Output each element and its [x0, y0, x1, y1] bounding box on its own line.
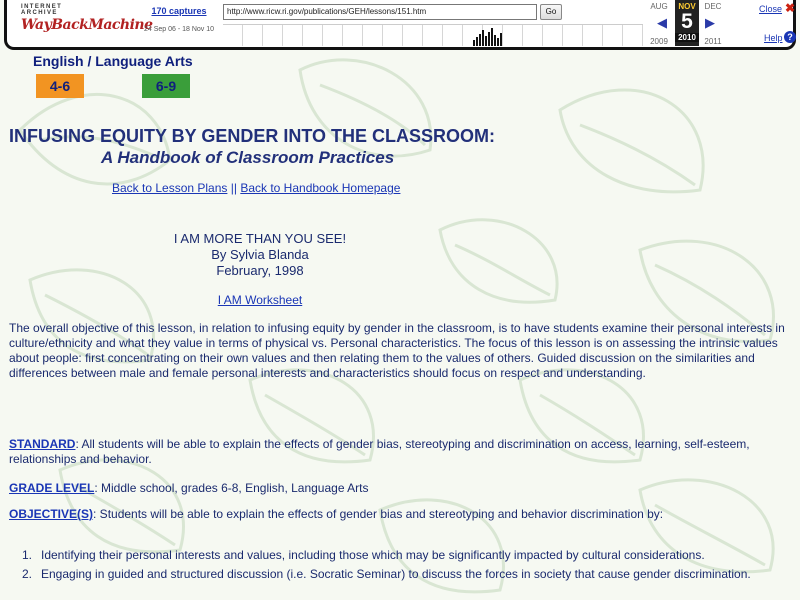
objectives-link[interactable]: OBJECTIVE(S) — [9, 507, 94, 521]
list-item-number: 1. — [22, 548, 33, 562]
standard-link[interactable]: STANDARD — [9, 437, 76, 451]
subject-heading: English / Language Arts — [33, 53, 193, 69]
standard-text: : All students will be able to explain the effects of gender bias, stereotyping and discrimination on access, learning, self-esteem, relationships and behavior. — [9, 437, 750, 466]
grade-4-6-button[interactable]: 4-6 — [36, 74, 84, 98]
logo-wayback-text: WayBackMachine — [21, 17, 153, 33]
prev-year-label[interactable]: 2009 — [650, 37, 668, 46]
objectives-paragraph — [9, 507, 789, 522]
page-subtitle: A Handbook of Classroom Practices — [101, 148, 395, 167]
current-capture-date — [675, 0, 699, 46]
standard-paragraph — [9, 437, 789, 467]
objectives-text: : Students will be able to explain the effects of gender bias and stereotyping and behavior discrimination by: — [93, 507, 664, 521]
nav-separator: || — [230, 181, 237, 195]
captures-range: 24 Sep 06 - 18 Nov 10 — [143, 26, 215, 33]
prev-month-label[interactable]: AUG — [650, 2, 668, 11]
prev-capture-arrow-icon[interactable]: ◀ — [657, 15, 667, 30]
close-link[interactable]: Close — [759, 4, 783, 14]
lesson-author: By Sylvia Blanda — [211, 247, 309, 262]
close-icon[interactable]: ✖ — [785, 1, 796, 15]
page-content — [0, 50, 800, 600]
help-icon[interactable]: ? — [784, 31, 796, 43]
capture-sparkline — [473, 28, 503, 46]
logo-internet-archive-text: INTERNET ARCHIVE — [21, 4, 63, 16]
lesson-date: February, 1998 — [216, 263, 304, 278]
objectives-list — [9, 548, 789, 586]
back-to-handbook-link[interactable]: Back to Handbook Homepage — [240, 181, 401, 195]
next-capture-arrow-icon[interactable]: ▶ — [705, 15, 715, 30]
grade-level-link[interactable]: GRADE LEVEL — [9, 481, 95, 495]
wayback-toolbar — [4, 0, 796, 50]
list-item-text: Identifying their personal interests and values, including those which may be significantly impacted by cultural considerations. — [41, 548, 705, 562]
current-year: 2010 — [675, 33, 699, 42]
worksheet-link-wrap — [110, 293, 410, 307]
nav-links — [112, 181, 400, 195]
grade-level-text: : Middle school, grades 6-8, English, Language Arts — [94, 481, 369, 495]
list-item-number: 2. — [22, 567, 33, 581]
go-button[interactable]: Go — [540, 4, 562, 20]
list-item-text: Engaging in guided and structured discussion (i.e. Socratic Seminar) to discuss the forces in society that cause gender discrimination. — [41, 567, 751, 581]
overview-paragraph: The overall objective of this lesson, in relation to infusing equity by gender in the classroom, is to have students examine their personal interests in culture/ethnicity and what they value in terms of physical vs. Personal characteristics. The focus of this lesson is on assessing the intrinsic values about people: first concentrating on their own values and then relating them to the values of others. Guided discussion on the similarities and differences between male and female personal interests and characteristics should focus on respect and understanding. — [9, 321, 785, 380]
current-month: NOV — [678, 2, 696, 11]
wayback-logo[interactable] — [21, 4, 153, 38]
captures-link[interactable]: 170 captures — [151, 6, 207, 16]
next-year-label: 2011 — [704, 37, 722, 46]
current-day: 5 — [681, 10, 693, 33]
grade-6-9-button[interactable]: 6-9 — [142, 74, 190, 98]
list-item — [9, 567, 789, 582]
url-input[interactable]: http://www.ricw.ri.gov/publications/GEH/lessons/151.htm — [223, 4, 537, 20]
back-to-lesson-plans-link[interactable]: Back to Lesson Plans — [112, 181, 228, 195]
worksheet-link[interactable]: I AM Worksheet — [217, 293, 303, 307]
help-link[interactable]: Help — [764, 33, 783, 43]
list-item — [9, 548, 789, 563]
page-title: INFUSING EQUITY BY GENDER INTO THE CLASSROOM: — [9, 126, 496, 146]
lesson-header — [110, 231, 410, 279]
next-month-label: DEC — [704, 2, 722, 11]
captures-info — [139, 6, 219, 33]
capture-timeline[interactable] — [223, 24, 643, 46]
lesson-title: I AM MORE THAN YOU SEE! — [173, 231, 347, 246]
grade-level-paragraph — [9, 481, 789, 496]
